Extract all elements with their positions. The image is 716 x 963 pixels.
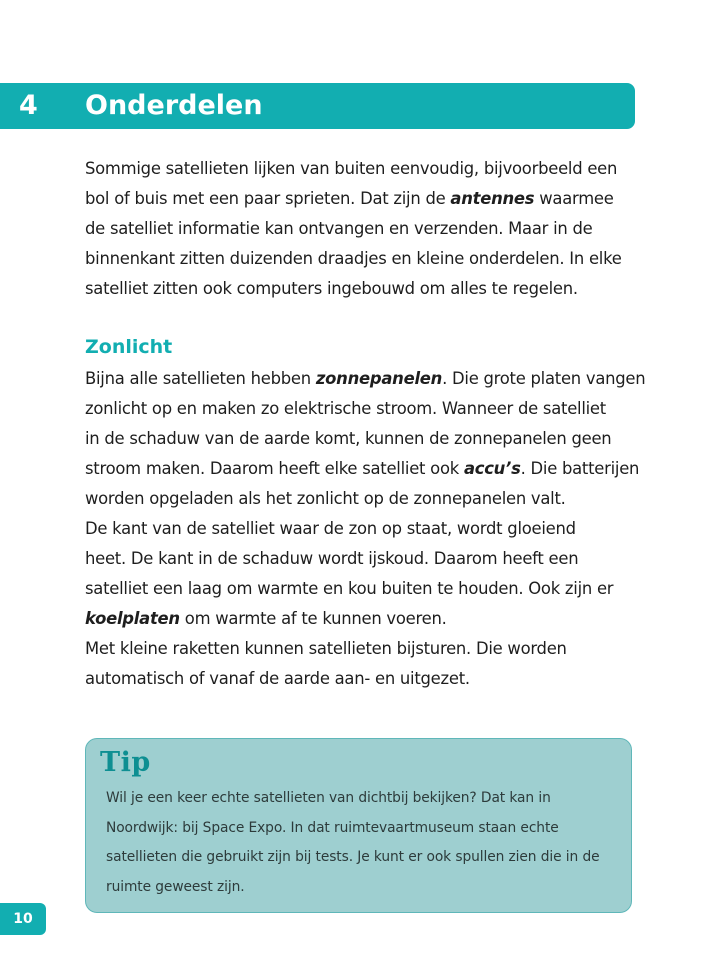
zonlicht-paragraph — [85, 364, 645, 694]
key-term: antennes — [450, 189, 535, 208]
text-line: worden opgeladen als het zonlicht op de zonnepanelen valt. — [85, 489, 566, 508]
tip-line: Noordwijk: bij Space Expo. In dat ruimtevaartmuseum staan echte — [106, 819, 559, 836]
tip-text — [106, 784, 626, 902]
tip-line: satellieten die gebruikt zijn bij tests. Je kunt er ook spullen zien die in de — [106, 849, 600, 865]
text-line: de satelliet informatie kan ontvangen en verzenden. Maar in de — [85, 219, 593, 238]
text-line: zonlicht op en maken zo elektrische stroom. Wanneer de satelliet — [85, 399, 606, 418]
text-line: De kant van de satelliet waar de zon op staat, wordt gloeiend — [85, 519, 576, 538]
tip-line: ruimte geweest zijn. — [106, 878, 245, 895]
page-number: 10 — [0, 903, 46, 935]
chapter-header — [0, 83, 635, 129]
text-line: bol of buis met een paar sprieten. Dat zijn de antennes waarmee — [85, 189, 614, 208]
text-line: automatisch of vanaf de aarde aan- en uitgezet. — [85, 669, 470, 688]
intro-paragraph — [85, 154, 645, 304]
text-line: satelliet zitten ook computers ingebouwd om alles te regelen. — [85, 279, 578, 298]
text-line: binnenkant zitten duizenden draadjes en kleine onderdelen. In elke — [85, 249, 622, 268]
text-line: Met kleine raketten kunnen satellieten bijsturen. Die worden — [85, 639, 567, 658]
section-heading-zonlicht: Zonlicht — [85, 336, 173, 358]
key-term: koelplaten — [85, 609, 180, 628]
text-line: koelplaten om warmte af te kunnen voeren. — [85, 609, 447, 628]
key-term: zonnepanelen — [315, 369, 443, 388]
chapter-title: Onderdelen — [85, 90, 263, 121]
text-line: satelliet een laag om warmte en kou buiten te houden. Ook zijn er — [85, 579, 614, 598]
text-line: heet. De kant in de schaduw wordt ijskoud. Daarom heeft een — [85, 549, 579, 568]
tip-box — [85, 738, 632, 913]
chapter-number: 4 — [19, 90, 38, 121]
key-term: accu’s — [463, 459, 521, 478]
text-line: stroom maken. Daarom heeft elke satelliet ook accu’s. Die batterijen — [85, 459, 640, 478]
tip-title: Tip — [100, 747, 151, 778]
text-line: Bijna alle satellieten hebben zonnepanelen. Die grote platen vangen — [85, 369, 646, 388]
text-line: Sommige satellieten lijken van buiten eenvoudig, bijvoorbeeld een — [85, 159, 618, 178]
text-line: in de schaduw van de aarde komt, kunnen de zonnepanelen geen — [85, 429, 612, 448]
tip-line: Wil je een keer echte satellieten van dichtbij bekijken? Dat kan in — [106, 790, 551, 806]
